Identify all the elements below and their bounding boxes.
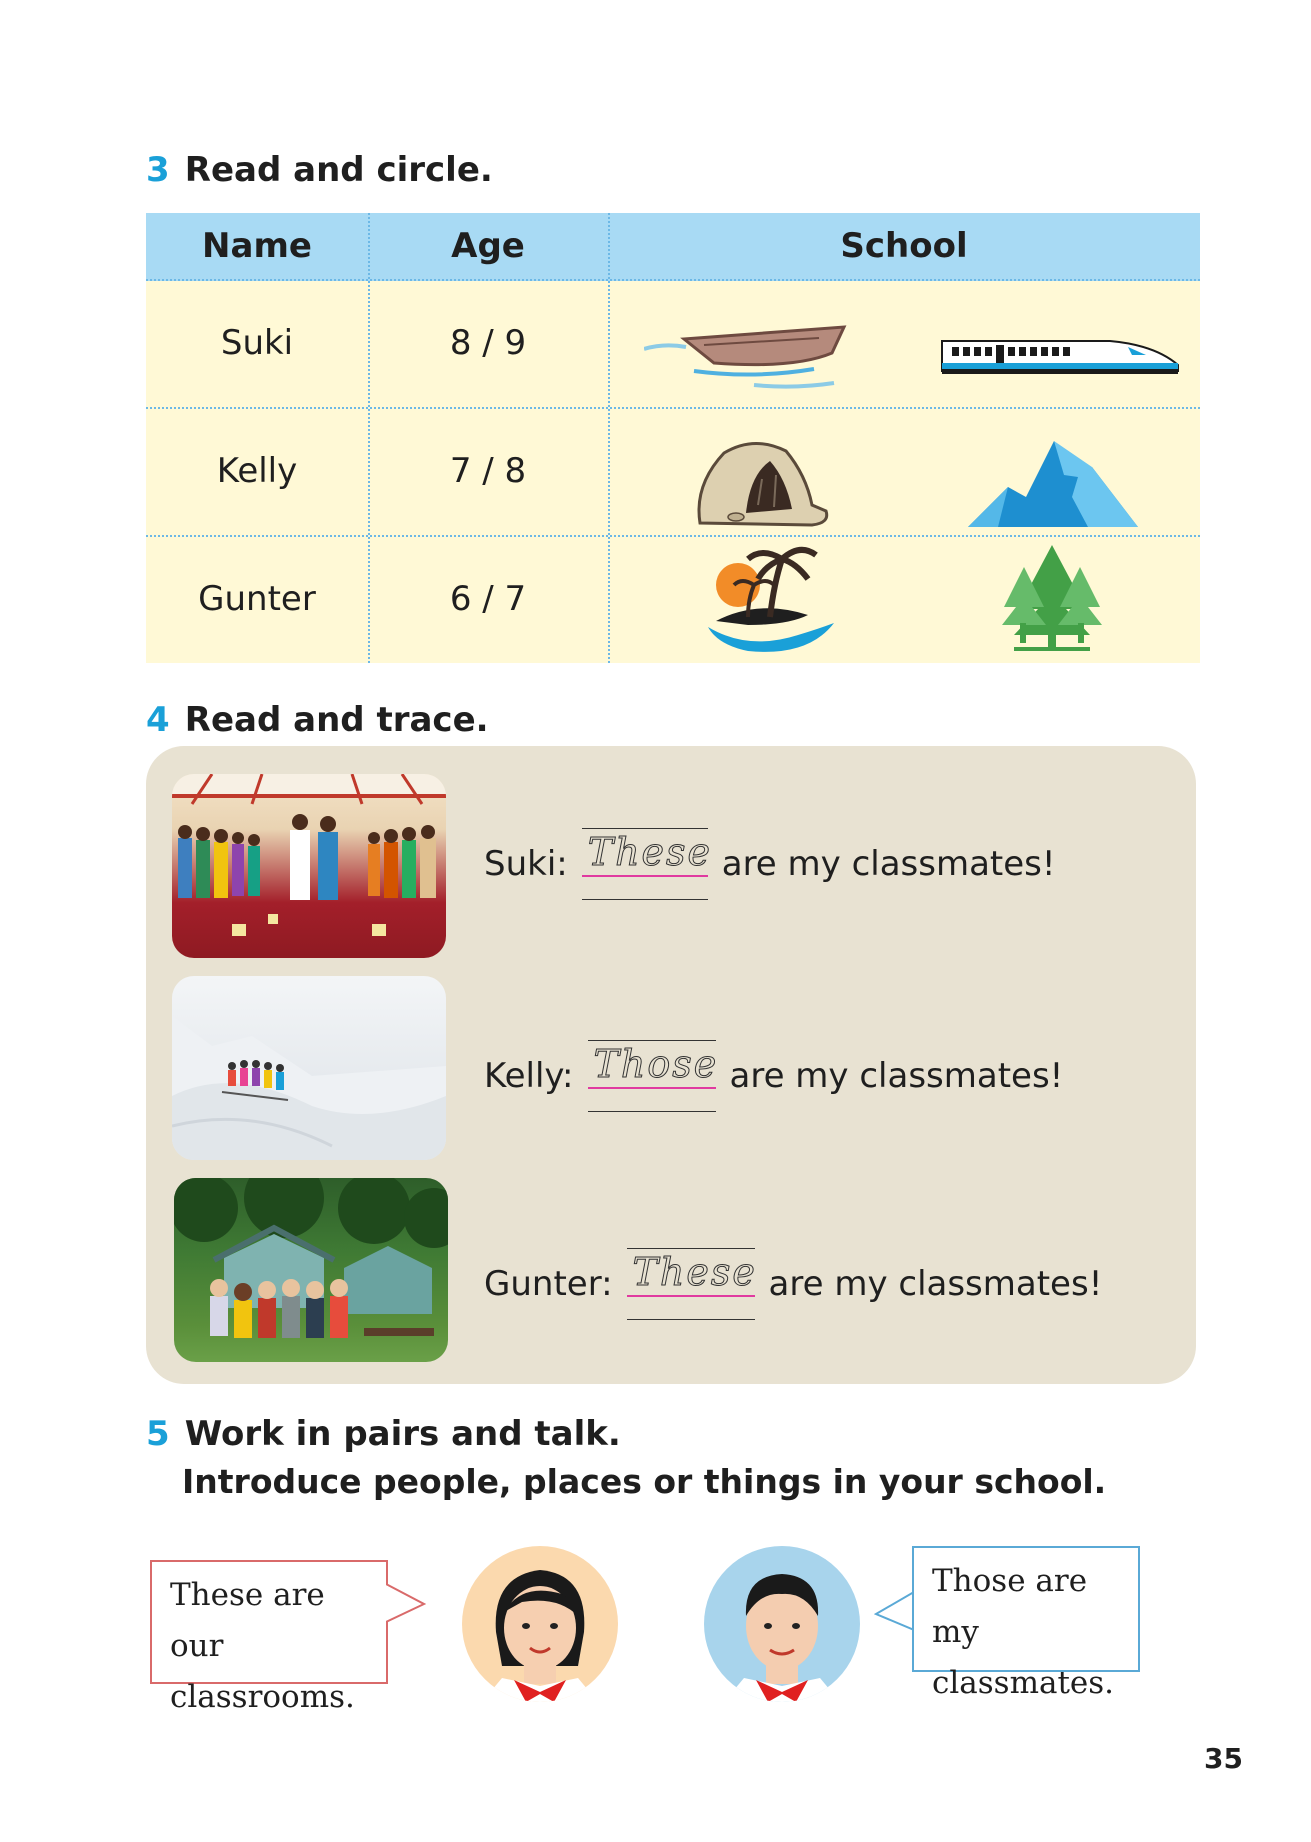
- trace-word: These: [587, 830, 713, 874]
- table-cell-name: Kelly: [216, 451, 298, 491]
- boat-icon[interactable]: [644, 313, 864, 393]
- table-cell-name: Gunter: [198, 579, 316, 619]
- forest-icon[interactable]: [1000, 543, 1104, 653]
- trace-word-box[interactable]: [588, 1040, 719, 1112]
- train-icon[interactable]: [940, 333, 1180, 378]
- trace-line-3: [484, 1248, 1102, 1320]
- sentence-rest: are my classmates!: [721, 844, 1056, 884]
- speech-bubble-girl: [150, 1560, 388, 1715]
- skiing-children-photo: [172, 976, 446, 1160]
- section-3-heading: [146, 150, 493, 190]
- section-number: 5: [146, 1414, 170, 1454]
- read-and-circle-table: [146, 213, 1200, 663]
- speech-bubble-boy: [912, 1546, 1140, 1701]
- column-header-name: Name: [202, 226, 312, 266]
- speaker-label: Suki:: [484, 844, 568, 884]
- trace-word: Those: [593, 1042, 719, 1086]
- section-4-heading: [146, 700, 489, 740]
- trace-line-2: [484, 1040, 1063, 1112]
- section-number: 4: [146, 700, 170, 740]
- section-number: 3: [146, 150, 170, 190]
- column-header-school: School: [840, 226, 968, 266]
- island-icon[interactable]: [708, 539, 838, 655]
- trace-line-1: [484, 828, 1056, 900]
- trace-word-box[interactable]: [582, 828, 713, 900]
- section-5-heading: [146, 1414, 621, 1454]
- trace-word: These: [632, 1250, 757, 1294]
- sentence-rest: are my classmates!: [729, 1056, 1064, 1096]
- section-title: Read and circle.: [184, 150, 493, 190]
- bubble-line: classrooms.: [170, 1679, 355, 1715]
- girl-avatar: [462, 1546, 618, 1702]
- sentence-rest: are my classmates!: [768, 1264, 1103, 1304]
- table-cell-age: 8 / 9: [449, 323, 527, 363]
- section-title: Work in pairs and talk.: [184, 1414, 621, 1454]
- section-subtitle: Introduce people, places or things in your school.: [182, 1462, 1107, 1501]
- mountain-icon[interactable]: [968, 437, 1138, 529]
- page-number: 35: [1204, 1742, 1243, 1775]
- forest-school-children-photo: [174, 1178, 448, 1362]
- boy-avatar: [704, 1546, 860, 1702]
- trace-word-box[interactable]: [627, 1248, 755, 1320]
- bubble-line: classmates.: [932, 1665, 1115, 1701]
- cave-icon[interactable]: [694, 435, 834, 531]
- bubble-line: These are our: [170, 1577, 325, 1664]
- classroom-on-boat-photo: [172, 774, 446, 958]
- bubble-tail: [386, 1582, 426, 1626]
- table-cell-age: 7 / 8: [449, 451, 527, 491]
- section-title: Read and trace.: [184, 700, 489, 740]
- table-cell-name: Suki: [220, 323, 294, 363]
- speaker-label: Gunter:: [484, 1264, 613, 1304]
- column-header-age: Age: [451, 226, 525, 266]
- table-cell-age: 6 / 7: [449, 579, 527, 619]
- bubble-line: Those are my: [932, 1563, 1088, 1650]
- speaker-label: Kelly:: [484, 1056, 574, 1096]
- bubble-tail: [874, 1590, 914, 1634]
